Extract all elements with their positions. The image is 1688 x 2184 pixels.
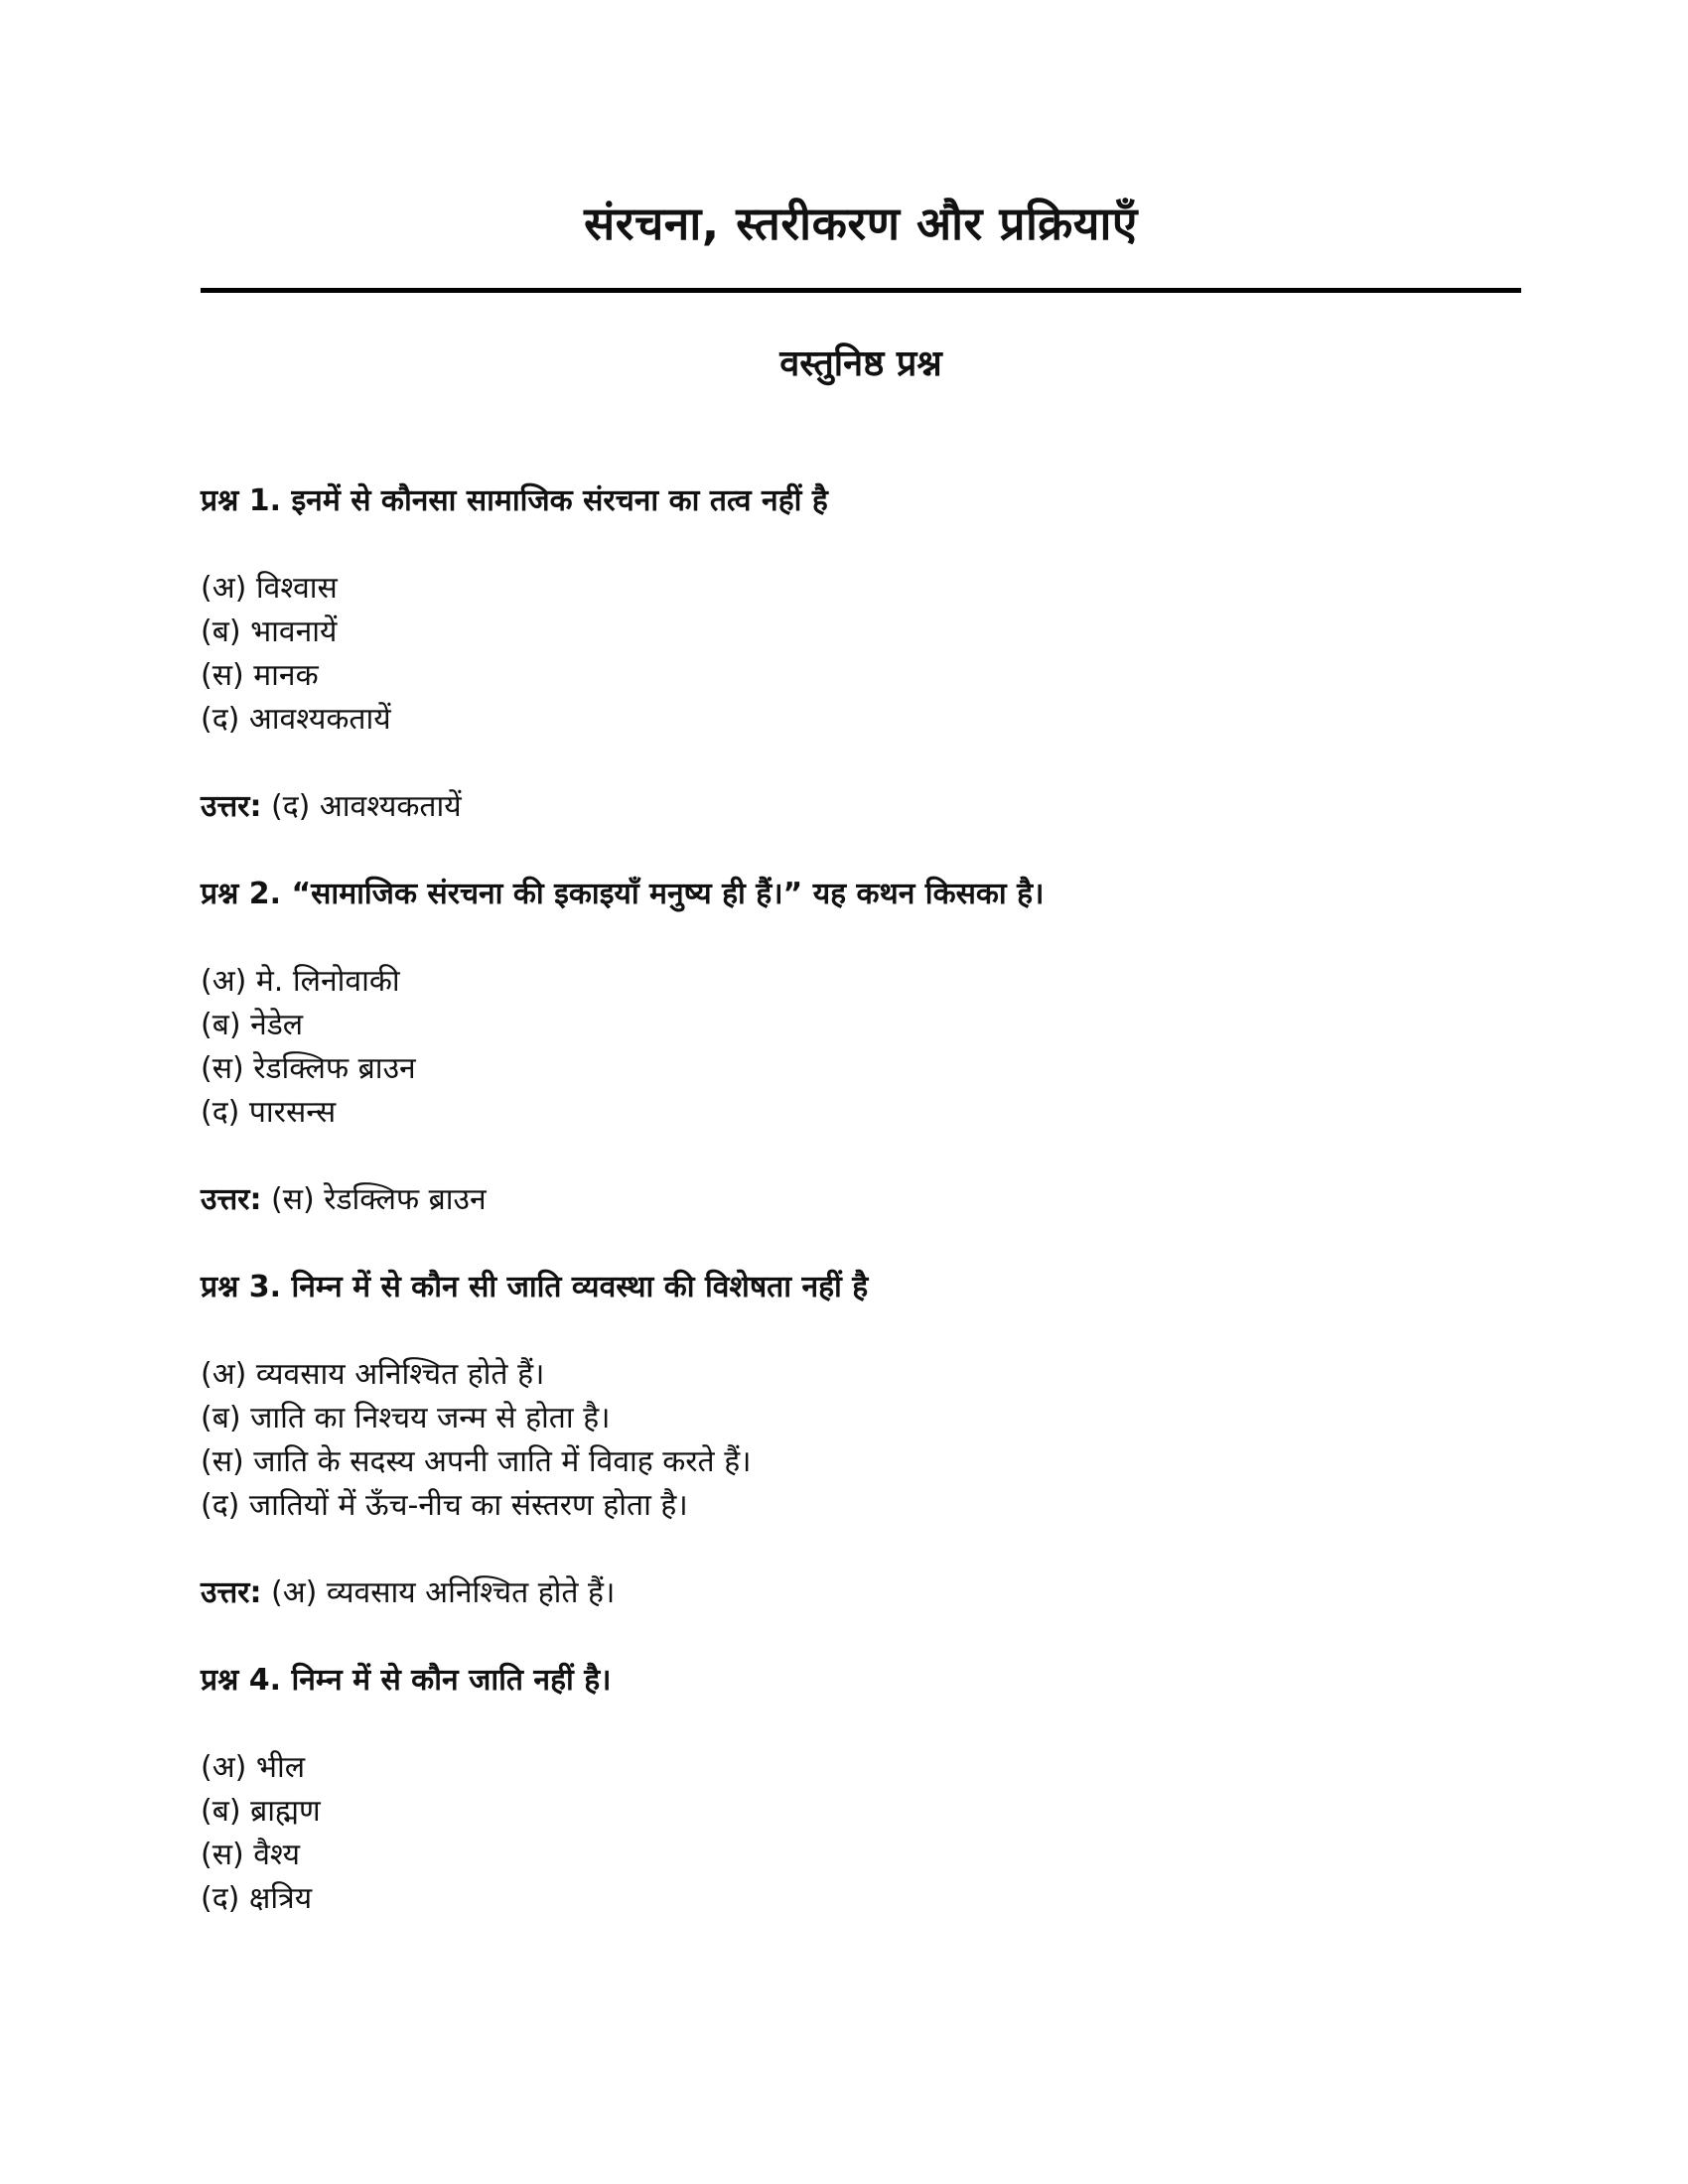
question-4-option-c: (स) वैश्य: [201, 1838, 301, 1872]
answer-text: (अ) व्यवसाय अनिश्चित होते हैं।: [270, 1575, 616, 1610]
question-3-option-c: (स) जाति के सदस्य अपनी जाति में विवाह करते हैं।: [201, 1444, 752, 1479]
question-4-option-a: (अ) भील: [201, 1750, 306, 1785]
title-divider: [201, 288, 1521, 293]
question-3-option-d: (द) जातियों में ऊँच-नीच का संस्तरण होता है।: [201, 1488, 688, 1523]
question-2-option-d: (द) पारसन्स: [201, 1095, 337, 1130]
document-content: [201, 189, 1521, 1921]
question-4-option-b: (ब) ब्राह्मण: [201, 1794, 321, 1829]
question-2-option-b: (ब) नेडेल: [201, 1008, 304, 1042]
question-block-4: [201, 1659, 1521, 1921]
question-2-option-a: (अ) मे. लिनोवाकी: [201, 964, 400, 999]
question-1-answer: [201, 785, 1521, 829]
question-1-option-a: (अ) विश्वास: [201, 571, 338, 606]
question-4-option-d: (द) क्षत्रिय: [201, 1881, 313, 1916]
question-3-option-a: (अ) व्यवसाय अनिश्चित होते हैं।: [201, 1357, 545, 1392]
answer-text: (द) आवश्यकतायें: [270, 789, 462, 824]
question-1-heading: प्रश्न 1. इनमें से कौनसा सामाजिक संरचना का तत्व नहीं है: [201, 483, 828, 518]
question-3-option-b: (ब) जाति का निश्चय जन्म से होता है।: [201, 1401, 611, 1435]
answer-label: उत्तर:: [201, 789, 262, 824]
page-title: संरचना, स्तरीकरण और प्रक्रियाएँ: [584, 197, 1138, 250]
question-1-option-c: (स) मानक: [201, 658, 319, 693]
answer-label: उत्तर:: [201, 1182, 262, 1217]
answer-label: उत्तर:: [201, 1575, 262, 1610]
page-subtitle: वस्तुनिष्ठ प्रश्न: [779, 343, 942, 384]
question-2-answer: [201, 1178, 1521, 1222]
question-1-options: [201, 567, 1521, 742]
question-block-2: [201, 873, 1521, 1222]
question-block-1: [201, 479, 1521, 829]
question-3-options: [201, 1353, 1521, 1528]
question-2-option-c: (स) रेडक्लिफ ब्राउन: [201, 1051, 416, 1086]
question-block-3: [201, 1266, 1521, 1615]
question-3-heading: प्रश्न 3. निम्न में से कौन सी जाति व्यवस्था की विशेषता नहीं है: [201, 1270, 869, 1304]
question-2-options: [201, 960, 1521, 1135]
question-2-heading: प्रश्न 2. “सामाजिक संरचना की इकाइयाँ मनुष्य ही हैं।” यह कथन किसका है।: [201, 877, 1045, 911]
question-1-option-b: (ब) भावनायें: [201, 614, 338, 649]
questions-list: [201, 479, 1521, 1921]
question-4-options: [201, 1746, 1521, 1921]
answer-text: (स) रेडक्लिफ ब्राउन: [270, 1182, 487, 1217]
question-1-option-d: (द) आवश्यकतायें: [201, 702, 391, 737]
question-3-answer: [201, 1571, 1521, 1615]
question-4-heading: प्रश्न 4. निम्न में से कौन जाति नहीं है।: [201, 1663, 612, 1698]
